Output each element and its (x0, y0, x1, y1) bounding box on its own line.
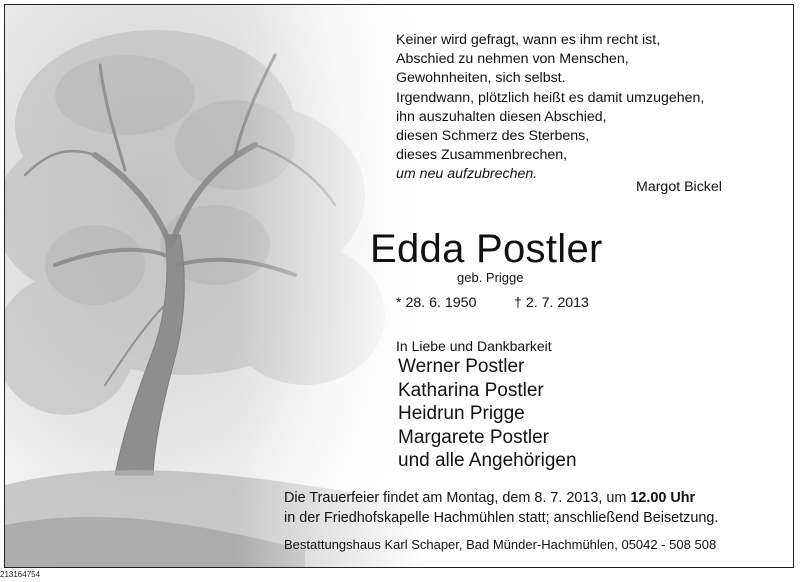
ad-code: 213164754 (0, 570, 41, 579)
birth-date: * 28. 6. 1950 (396, 295, 477, 311)
funeral-line-1 (284, 489, 718, 509)
poem-line: Irgendwann, plötzlich heißt es damit umzugehen, (396, 89, 705, 106)
poem-line: Keiner wird gefragt, wann es ihm recht ist, (396, 32, 661, 48)
poem-line: um neu aufzubrechen. (396, 166, 538, 183)
mourner-name: und alle Angehörigen (398, 450, 577, 471)
funeral-line-2: in der Friedhofskapelle Hachmühlen statt; anschließend Beisetzung. (284, 509, 719, 526)
mourners-intro: In Liebe und Dankbarkeit (396, 338, 552, 354)
mourners-list (398, 355, 577, 473)
undertaker-info: Bestattungshaus Karl Schaper, Bad Münder-Hachmühlen, 05042 - 508 508 (284, 537, 717, 552)
tree-illustration (5, 5, 425, 567)
poem-author: Margot Bickel (636, 179, 722, 195)
funeral-time: 12.00 Uhr (630, 490, 696, 506)
obituary-card (4, 4, 794, 568)
poem-line: ihn auszuhalten diesen Abschied, (396, 108, 607, 125)
poem-line: diesen Schmerz des Sterbens, (396, 128, 590, 145)
funeral-notice (284, 489, 718, 528)
poem-line: dieses Zusammenbrechen, (396, 147, 568, 164)
mourner-name: Heidrun Prigge (398, 403, 525, 424)
poem-line: Abschied zu nehmen von Menschen, (396, 51, 629, 68)
maiden-name: geb. Prigge (457, 270, 524, 285)
mourner-name: Margarete Postler (398, 426, 550, 448)
poem-line: Gewohnheiten, sich selbst. (396, 70, 566, 87)
mourner-name: Werner Postler (398, 356, 525, 377)
mourner-name: Katharina Postler (398, 379, 544, 401)
funeral-text: Die Trauerfeier findet am Montag, dem 8. 7. 2013, um (284, 490, 631, 506)
deceased-name: Edda Postler (370, 227, 603, 271)
death-date: † 2. 7. 2013 (514, 295, 589, 311)
poem (396, 31, 704, 185)
